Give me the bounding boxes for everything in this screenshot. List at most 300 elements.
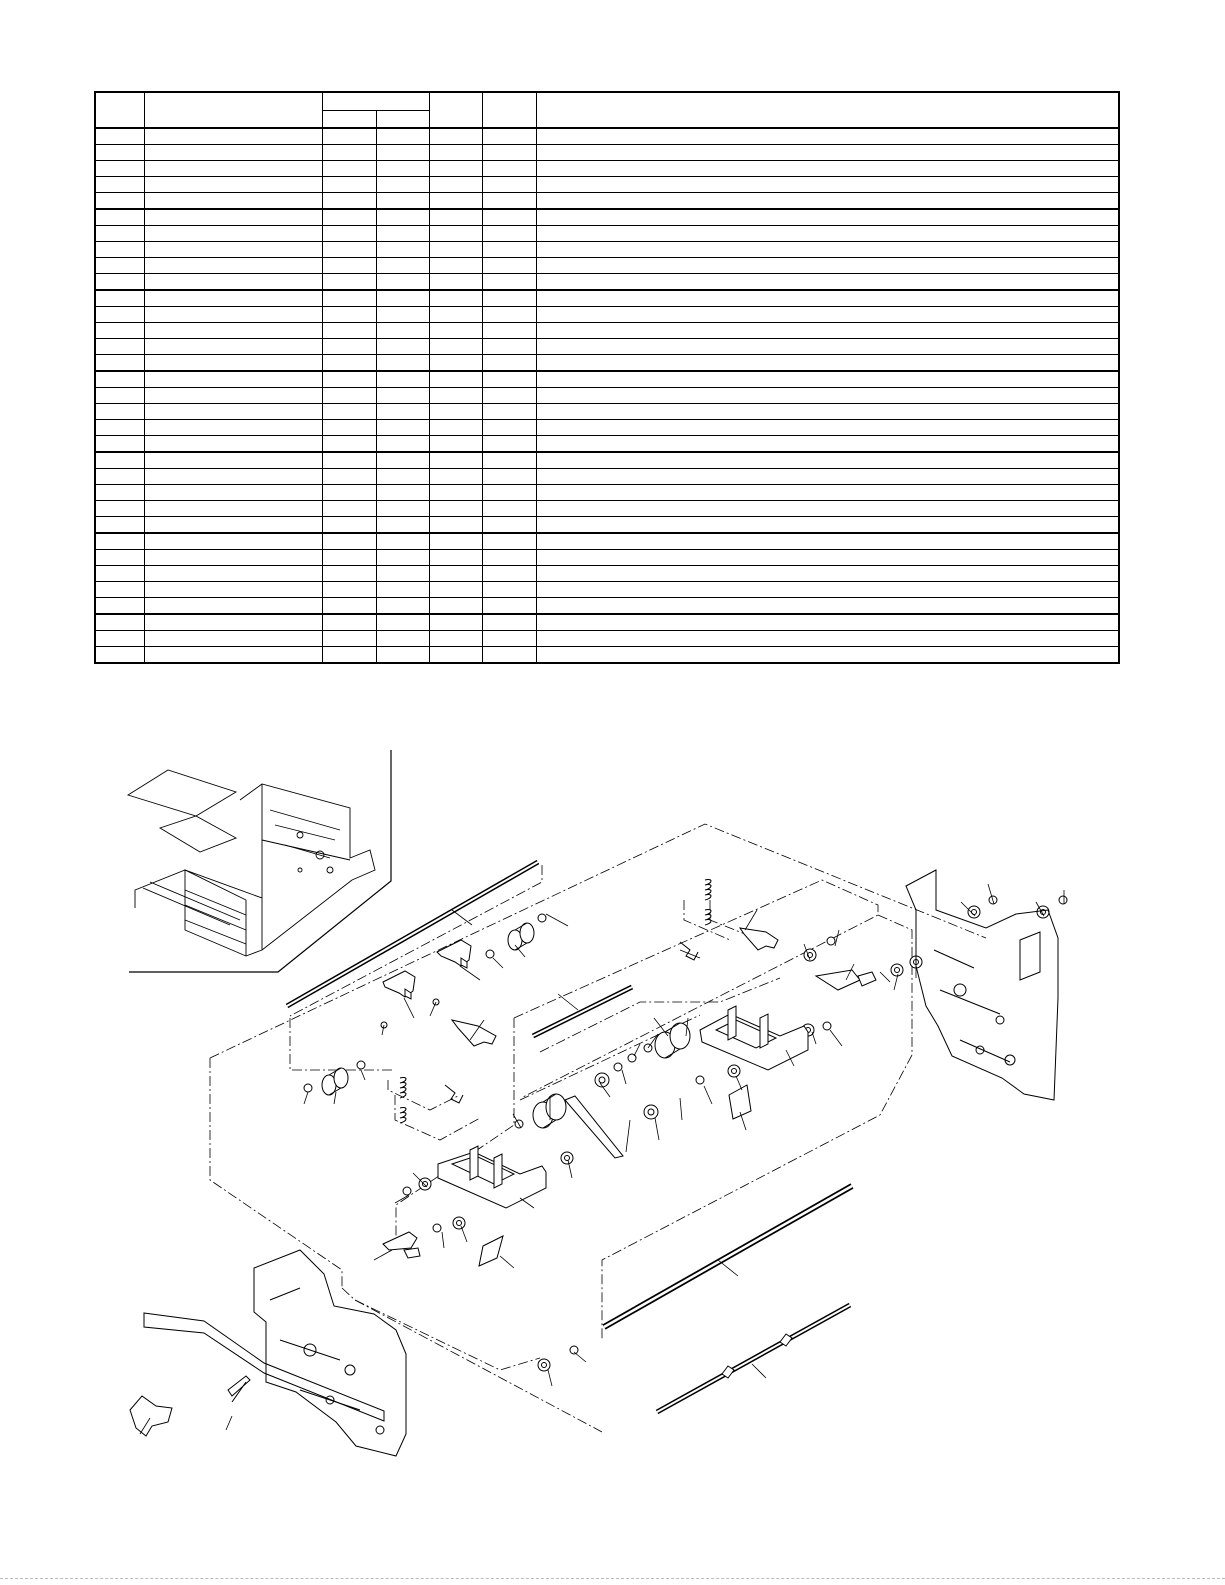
table-cell-parts-no: [144, 582, 322, 598]
table-row: [95, 501, 1119, 517]
table-cell-price-rank-b: [376, 533, 429, 550]
table-cell-no: [95, 339, 144, 355]
table-cell-no: [95, 307, 144, 323]
lower-long-shaft: [604, 1186, 852, 1327]
table-cell-description: [536, 469, 1119, 485]
table-cell-price-rank-b: [376, 501, 429, 517]
table-cell-price-rank-a: [322, 242, 376, 258]
table-cell-part-rank: [482, 404, 536, 420]
table-cell-price-rank-b: [376, 614, 429, 631]
table-cell-price-rank-a: [322, 517, 376, 534]
actuator-part: [130, 1396, 172, 1436]
table-cell-price-rank-b: [376, 452, 429, 469]
table-cell-no: [95, 355, 144, 372]
table-row: [95, 469, 1119, 485]
table-cell-description: [536, 242, 1119, 258]
table-row: [95, 145, 1119, 161]
table-cell-description: [536, 598, 1119, 615]
table-cell-description: [536, 161, 1119, 177]
table-cell-part-rank: [482, 177, 536, 193]
table-row: [95, 242, 1119, 258]
table-cell-no: [95, 290, 144, 307]
parts-list-table: [94, 91, 1120, 664]
gear-part: [419, 1178, 431, 1190]
table-cell-price-rank-a: [322, 631, 376, 647]
table-cell-part-rank: [482, 533, 536, 550]
table-cell-no: [95, 177, 144, 193]
table-row: [95, 566, 1119, 582]
table-cell-price-rank-a: [322, 566, 376, 582]
table-cell-no: [95, 274, 144, 291]
header-cell-description: [536, 92, 1119, 128]
table-cell-parts-no: [144, 161, 322, 177]
table-cell-part-rank: [482, 501, 536, 517]
table-cell-no: [95, 598, 144, 615]
spring-part: [400, 1078, 406, 1098]
table-cell-part-rank: [482, 452, 536, 469]
table-cell-description: [536, 193, 1119, 210]
table-cell-price-rank-a: [322, 193, 376, 210]
table-cell-part-rank: [482, 614, 536, 631]
table-cell-no: [95, 323, 144, 339]
table-cell-price-rank-b: [376, 647, 429, 664]
table-cell-parts-no: [144, 388, 322, 404]
table-cell-price-rank-a: [322, 177, 376, 193]
table-row: [95, 177, 1119, 193]
table-cell-part-rank: [482, 307, 536, 323]
gear-part: [968, 906, 980, 918]
table-cell-description: [536, 371, 1119, 388]
table-cell-part-rank: [482, 339, 536, 355]
gear-part: [891, 964, 903, 976]
table-row: [95, 128, 1119, 145]
table-cell-new-mark: [429, 307, 482, 323]
table-cell-description: [536, 582, 1119, 598]
table-cell-price-rank-a: [322, 145, 376, 161]
table-cell-description: [536, 290, 1119, 307]
table-cell-price-rank-b: [376, 226, 429, 242]
lever-and-bracket-parts: [130, 928, 876, 1436]
table-cell-part-rank: [482, 647, 536, 664]
table-cell-no: [95, 371, 144, 388]
table-cell-price-rank-a: [322, 355, 376, 372]
table-row: [95, 533, 1119, 550]
table-cell-no: [95, 404, 144, 420]
table-cell-price-rank-b: [376, 323, 429, 339]
table-cell-new-mark: [429, 258, 482, 274]
table-cell-new-mark: [429, 420, 482, 436]
header-cell-price-b: [376, 111, 429, 129]
table-cell-parts-no: [144, 501, 322, 517]
table-cell-parts-no: [144, 323, 322, 339]
lever-part: [740, 928, 778, 950]
table-row: [95, 517, 1119, 534]
table-row: [95, 161, 1119, 177]
table-cell-no: [95, 209, 144, 226]
table-cell-new-mark: [429, 371, 482, 388]
e-ring-part: [304, 896, 1067, 1354]
table-cell-new-mark: [429, 517, 482, 534]
table-cell-price-rank-a: [322, 274, 376, 291]
table-row: [95, 355, 1119, 372]
bottom-long-shaft: [657, 1305, 850, 1412]
table-cell-no: [95, 128, 144, 145]
spring-part: [705, 910, 711, 925]
parts-table-body: [95, 92, 1119, 663]
table-cell-new-mark: [429, 339, 482, 355]
table-cell-new-mark: [429, 177, 482, 193]
table-row: [95, 436, 1119, 453]
left-side-frame: [144, 1250, 406, 1456]
table-row: [95, 193, 1119, 210]
table-cell-price-rank-b: [376, 631, 429, 647]
table-row: [95, 550, 1119, 566]
table-cell-new-mark: [429, 550, 482, 566]
table-cell-description: [536, 452, 1119, 469]
table-cell-no: [95, 501, 144, 517]
lever-part: [437, 940, 471, 968]
table-cell-no: [95, 647, 144, 664]
table-cell-price-rank-a: [322, 258, 376, 274]
table-cell-price-rank-b: [376, 566, 429, 582]
table-cell-new-mark: [429, 614, 482, 631]
machine-overview-illustration: [128, 770, 375, 956]
table-cell-part-rank: [482, 469, 536, 485]
table-cell-parts-no: [144, 485, 322, 501]
table-cell-no: [95, 566, 144, 582]
drive-belt-part: [565, 1096, 623, 1158]
table-cell-price-rank-a: [322, 614, 376, 631]
table-cell-new-mark: [429, 388, 482, 404]
table-cell-no: [95, 582, 144, 598]
table-row: [95, 598, 1119, 615]
table-cell-parts-no: [144, 550, 322, 566]
table-cell-description: [536, 517, 1119, 534]
table-cell-part-rank: [482, 550, 536, 566]
table-cell-no: [95, 517, 144, 534]
table-row: [95, 420, 1119, 436]
table-cell-part-rank: [482, 209, 536, 226]
table-cell-description: [536, 388, 1119, 404]
table-cell-new-mark: [429, 290, 482, 307]
gear-part: [728, 1065, 740, 1077]
torsion-spring-part: [445, 942, 698, 1103]
table-row: [95, 274, 1119, 291]
table-cell-price-rank-a: [322, 501, 376, 517]
table-cell-new-mark: [429, 598, 482, 615]
table-cell-description: [536, 258, 1119, 274]
table-cell-no: [95, 469, 144, 485]
table-cell-price-rank-b: [376, 128, 429, 145]
gear-part: [595, 1073, 609, 1087]
table-cell-price-rank-b: [376, 598, 429, 615]
table-cell-new-mark: [429, 193, 482, 210]
table-cell-description: [536, 420, 1119, 436]
table-cell-parts-no: [144, 404, 322, 420]
table-cell-no: [95, 242, 144, 258]
table-cell-description: [536, 614, 1119, 631]
table-cell-price-rank-b: [376, 485, 429, 501]
table-cell-price-rank-b: [376, 274, 429, 291]
table-cell-price-rank-b: [376, 550, 429, 566]
table-cell-new-mark: [429, 631, 482, 647]
table-cell-price-rank-a: [322, 307, 376, 323]
table-cell-price-rank-b: [376, 517, 429, 534]
header-cell-price-a: [322, 111, 376, 129]
paper-guide-frame: [438, 1146, 546, 1208]
table-cell-price-rank-b: [376, 582, 429, 598]
table-cell-new-mark: [429, 533, 482, 550]
table-cell-part-rank: [482, 161, 536, 177]
table-cell-new-mark: [429, 404, 482, 420]
table-cell-price-rank-a: [322, 436, 376, 453]
roller-part: [322, 1068, 348, 1095]
table-cell-part-rank: [482, 631, 536, 647]
table-cell-description: [536, 339, 1119, 355]
table-cell-parts-no: [144, 452, 322, 469]
gear-part: [453, 1217, 465, 1229]
table-cell-new-mark: [429, 242, 482, 258]
header-cell-no: [95, 92, 144, 128]
table-cell-no: [95, 388, 144, 404]
table-row: [95, 339, 1119, 355]
table-cell-no: [95, 631, 144, 647]
table-cell-price-rank-a: [322, 582, 376, 598]
middle-shaft: [533, 987, 632, 1036]
table-cell-new-mark: [429, 501, 482, 517]
table-cell-price-rank-a: [322, 209, 376, 226]
table-cell-price-rank-a: [322, 420, 376, 436]
table-row: [95, 290, 1119, 307]
table-row: [95, 209, 1119, 226]
table-cell-part-rank: [482, 258, 536, 274]
table-cell-price-rank-b: [376, 209, 429, 226]
table-cell-price-rank-a: [322, 371, 376, 388]
right-side-frame: [906, 870, 1058, 1100]
spring-part: [705, 880, 711, 900]
table-cell-price-rank-a: [322, 161, 376, 177]
table-cell-parts-no: [144, 469, 322, 485]
table-cell-no: [95, 533, 144, 550]
table-cell-price-rank-a: [322, 404, 376, 420]
table-cell-new-mark: [429, 647, 482, 664]
table-cell-parts-no: [144, 242, 322, 258]
table-row: [95, 258, 1119, 274]
lock-lever-part: [228, 1376, 250, 1402]
table-cell-description: [536, 404, 1119, 420]
table-cell-description: [536, 436, 1119, 453]
table-row: [95, 631, 1119, 647]
table-cell-no: [95, 614, 144, 631]
table-cell-description: [536, 501, 1119, 517]
table-cell-no: [95, 420, 144, 436]
header-cell-new-mark: [429, 92, 482, 128]
table-row: [95, 647, 1119, 664]
table-row: [95, 582, 1119, 598]
table-cell-parts-no: [144, 290, 322, 307]
table-cell-parts-no: [144, 647, 322, 664]
header-cell-price-rank: [322, 92, 429, 111]
table-row: [95, 371, 1119, 388]
roller-part: [655, 1023, 690, 1058]
table-cell-price-rank-b: [376, 290, 429, 307]
table-cell-price-rank-a: [322, 598, 376, 615]
table-cell-description: [536, 566, 1119, 582]
table-cell-price-rank-a: [322, 469, 376, 485]
table-cell-part-rank: [482, 371, 536, 388]
table-cell-description: [536, 128, 1119, 145]
table-cell-price-rank-a: [322, 485, 376, 501]
spring-part: [400, 1108, 406, 1123]
table-cell-description: [536, 355, 1119, 372]
table-cell-parts-no: [144, 598, 322, 615]
table-cell-no: [95, 550, 144, 566]
table-cell-price-rank-a: [322, 533, 376, 550]
table-cell-new-mark: [429, 452, 482, 469]
table-cell-parts-no: [144, 533, 322, 550]
table-row: [95, 404, 1119, 420]
table-row: [95, 452, 1119, 469]
table-cell-price-rank-a: [322, 339, 376, 355]
gear-part: [561, 1152, 573, 1164]
table-cell-no: [95, 436, 144, 453]
table-cell-price-rank-b: [376, 177, 429, 193]
table-cell-no: [95, 258, 144, 274]
table-row: [95, 307, 1119, 323]
table-cell-part-rank: [482, 420, 536, 436]
table-cell-new-mark: [429, 323, 482, 339]
table-cell-price-rank-a: [322, 290, 376, 307]
table-cell-price-rank-b: [376, 371, 429, 388]
table-cell-parts-no: [144, 371, 322, 388]
table-cell-part-rank: [482, 193, 536, 210]
table-cell-parts-no: [144, 193, 322, 210]
table-cell-new-mark: [429, 436, 482, 453]
table-cell-parts-no: [144, 631, 322, 647]
table-cell-description: [536, 274, 1119, 291]
header-cell-parts-no: [144, 92, 322, 128]
roller-part: [508, 923, 534, 950]
table-header-row: [95, 92, 1119, 111]
table-cell-price-rank-b: [376, 355, 429, 372]
table-cell-part-rank: [482, 290, 536, 307]
table-cell-description: [536, 485, 1119, 501]
table-cell-price-rank-b: [376, 404, 429, 420]
table-cell-price-rank-b: [376, 469, 429, 485]
table-cell-no: [95, 145, 144, 161]
table-cell-new-mark: [429, 566, 482, 582]
table-cell-part-rank: [482, 582, 536, 598]
table-cell-new-mark: [429, 209, 482, 226]
table-cell-parts-no: [144, 177, 322, 193]
table-cell-price-rank-b: [376, 307, 429, 323]
table-cell-description: [536, 550, 1119, 566]
table-cell-no: [95, 193, 144, 210]
table-cell-parts-no: [144, 307, 322, 323]
table-cell-parts-no: [144, 517, 322, 534]
table-cell-description: [536, 533, 1119, 550]
table-row: [95, 388, 1119, 404]
table-cell-new-mark: [429, 145, 482, 161]
table-cell-description: [536, 307, 1119, 323]
table-cell-price-rank-a: [322, 452, 376, 469]
lever-part: [452, 1020, 496, 1046]
paper-guide-frame: [700, 1006, 808, 1070]
table-cell-parts-no: [144, 226, 322, 242]
table-cell-price-rank-a: [322, 323, 376, 339]
table-cell-new-mark: [429, 485, 482, 501]
table-cell-parts-no: [144, 355, 322, 372]
table-cell-new-mark: [429, 226, 482, 242]
table-cell-no: [95, 226, 144, 242]
table-cell-price-rank-a: [322, 550, 376, 566]
table-cell-parts-no: [144, 128, 322, 145]
table-cell-parts-no: [144, 145, 322, 161]
table-cell-new-mark: [429, 355, 482, 372]
header-cell-part-rank: [482, 92, 536, 128]
cam-lever-part: [383, 1232, 420, 1258]
table-row: [95, 323, 1119, 339]
table-cell-no: [95, 485, 144, 501]
inset-overview: [128, 750, 391, 972]
table-cell-price-rank-b: [376, 242, 429, 258]
table-cell-description: [536, 226, 1119, 242]
table-cell-description: [536, 177, 1119, 193]
table-cell-price-rank-b: [376, 388, 429, 404]
table-cell-description: [536, 323, 1119, 339]
table-cell-part-rank: [482, 128, 536, 145]
table-cell-price-rank-b: [376, 420, 429, 436]
table-cell-part-rank: [482, 226, 536, 242]
gear-part: [1037, 906, 1049, 918]
table-cell-price-rank-b: [376, 258, 429, 274]
gear-part: [538, 1359, 550, 1371]
table-cell-part-rank: [482, 145, 536, 161]
table-row: [95, 485, 1119, 501]
table-row: [95, 614, 1119, 631]
table-cell-new-mark: [429, 161, 482, 177]
table-cell-price-rank-a: [322, 128, 376, 145]
table-cell-price-rank-b: [376, 145, 429, 161]
table-cell-parts-no: [144, 436, 322, 453]
gear-part: [644, 1105, 658, 1119]
table-cell-price-rank-b: [376, 161, 429, 177]
table-cell-description: [536, 145, 1119, 161]
page-bottom-rule: [0, 1578, 1225, 1579]
table-cell-new-mark: [429, 582, 482, 598]
table-row: [95, 226, 1119, 242]
table-cell-price-rank-a: [322, 647, 376, 664]
roller-and-gear-parts: [304, 896, 1067, 1371]
table-cell-new-mark: [429, 469, 482, 485]
table-cell-parts-no: [144, 566, 322, 582]
table-cell-new-mark: [429, 274, 482, 291]
table-cell-parts-no: [144, 614, 322, 631]
exploded-view-diagram: [0, 740, 1225, 1560]
table-cell-description: [536, 631, 1119, 647]
table-cell-price-rank-b: [376, 339, 429, 355]
table-cell-no: [95, 452, 144, 469]
table-cell-price-rank-b: [376, 193, 429, 210]
table-cell-part-rank: [482, 436, 536, 453]
roller-part: [533, 1094, 566, 1128]
table-cell-part-rank: [482, 388, 536, 404]
table-cell-no: [95, 161, 144, 177]
table-cell-parts-no: [144, 339, 322, 355]
table-cell-description: [536, 209, 1119, 226]
table-cell-part-rank: [482, 323, 536, 339]
table-cell-parts-no: [144, 209, 322, 226]
